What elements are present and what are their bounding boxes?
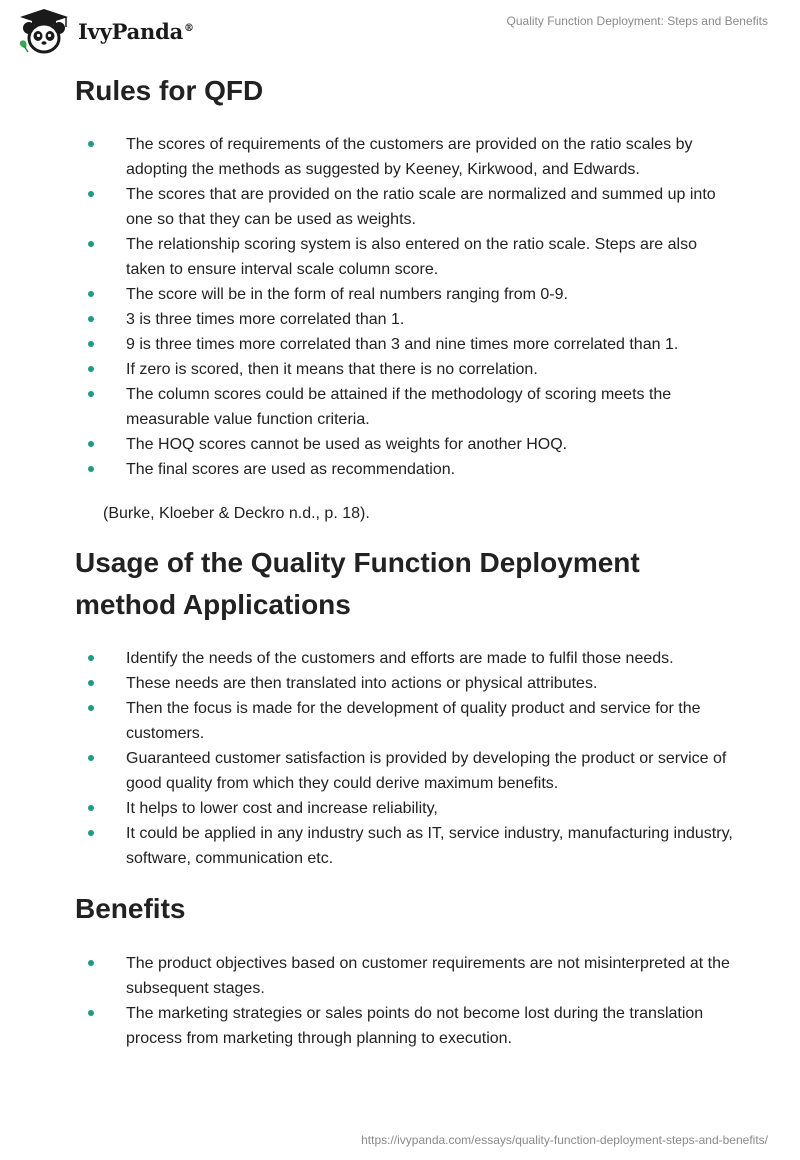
usage-list — [75, 646, 735, 871]
bullet-icon — [88, 341, 94, 347]
section-heading-usage: Usage of the Quality Function Deployment method Applications — [75, 547, 640, 620]
bullet-icon — [88, 391, 94, 397]
source-url[interactable]: https://ivypanda.com/essays/quality-function-deployment-steps-and-benefits/ — [361, 1133, 768, 1147]
list-item: Then the focus is made for the development of quality product and service for the customers. — [75, 696, 735, 746]
list-item: If zero is scored, then it means that there is no correlation. — [75, 357, 735, 382]
ivypanda-logo[interactable] — [16, 8, 194, 54]
benefits-list — [75, 951, 735, 1051]
list-item: The relationship scoring system is also entered on the ratio scale. Steps are also taken to ensure interval scale column score. — [75, 232, 735, 282]
list-item: It could be applied in any industry such as IT, service industry, manufacturing industry, software, communication etc. — [75, 821, 735, 871]
list-item: It helps to lower cost and increase reliability, — [75, 796, 735, 821]
list-item: 3 is three times more correlated than 1. — [75, 307, 735, 332]
brand-name: IvyPanda® — [78, 18, 194, 44]
bullet-icon — [88, 1010, 94, 1016]
rules-list — [75, 132, 735, 482]
essay-content — [75, 70, 735, 1051]
bullet-icon — [88, 466, 94, 472]
list-item: The HOQ scores cannot be used as weights for another HOQ. — [75, 432, 735, 457]
bullet-icon — [88, 960, 94, 966]
list-item: The scores that are provided on the ratio scale are normalized and summed up into one so that they can be used as weights. — [75, 182, 735, 232]
list-item: The scores of requirements of the customers are provided on the ratio scales by adopting the methods as suggested by Keeney, Kirkwood, and Edwards. — [75, 132, 735, 182]
registered-mark: ® — [184, 22, 194, 34]
bullet-icon — [88, 441, 94, 447]
bullet-icon — [88, 366, 94, 372]
citation: (Burke, Kloeber & Deckro n.d., p. 18). — [103, 505, 370, 522]
page-header — [0, 0, 800, 60]
bullet-icon — [88, 655, 94, 661]
list-item: The score will be in the form of real numbers ranging from 0-9. — [75, 282, 735, 307]
section-heading-benefits: Benefits — [75, 893, 186, 924]
bullet-icon — [88, 830, 94, 836]
bullet-icon — [88, 705, 94, 711]
bullet-icon — [88, 755, 94, 761]
bullet-icon — [88, 191, 94, 197]
document-title: Quality Function Deployment: Steps and Benefits — [506, 14, 768, 28]
bullet-icon — [88, 291, 94, 297]
list-item: 9 is three times more correlated than 3 and nine times more correlated than 1. — [75, 332, 735, 357]
list-item: Guaranteed customer satisfaction is provided by developing the product or service of good quality from which they could derive maximum benefits. — [75, 746, 735, 796]
list-item: These needs are then translated into actions or physical attributes. — [75, 671, 735, 696]
bullet-icon — [88, 241, 94, 247]
list-item: The product objectives based on customer requirements are not misinterpreted at the subsequent stages. — [75, 951, 735, 1001]
list-item: The marketing strategies or sales points do not become lost during the translation process from marketing through planning to execution. — [75, 1001, 735, 1051]
bullet-icon — [88, 680, 94, 686]
list-item: The final scores are used as recommendation. — [75, 457, 735, 482]
bullet-icon — [88, 316, 94, 322]
list-item: The column scores could be attained if the methodology of scoring meets the measurable value function criteria. — [75, 382, 735, 432]
list-item: Identify the needs of the customers and efforts are made to fulfil those needs. — [75, 646, 735, 671]
bullet-icon — [88, 141, 94, 147]
panda-mascot-icon — [16, 8, 72, 54]
section-heading-rules: Rules for QFD — [75, 75, 264, 106]
bullet-icon — [88, 805, 94, 811]
